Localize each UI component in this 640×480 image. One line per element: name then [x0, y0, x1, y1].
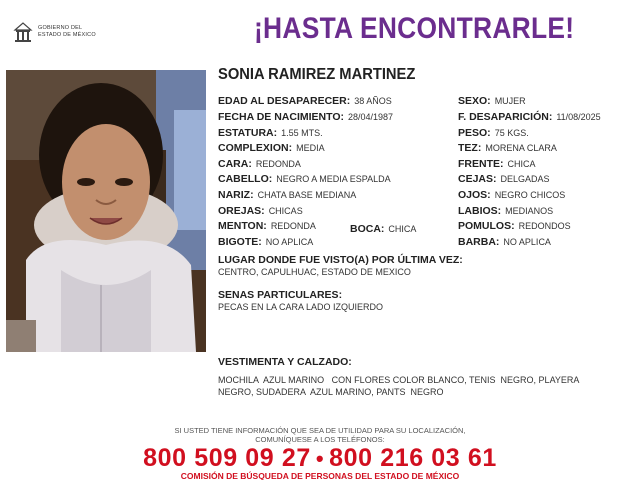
- field-label: NARIZ:: [218, 189, 254, 201]
- field-label: ESTATURA:: [218, 127, 278, 139]
- commission-name: COMISIÓN DE BÚSQUEDA DE PERSONAS DEL ESTADO DE MÉXICO: [180, 471, 460, 480]
- field-label: FRENTE:: [458, 158, 504, 170]
- field-value: 11/08/2025: [556, 112, 601, 122]
- field-build: [218, 141, 325, 154]
- field-label: MENTON:: [218, 220, 267, 232]
- field-value: MORENA CLARA: [485, 143, 557, 153]
- field-face: [218, 157, 301, 170]
- person-name: SONIA RAMIREZ MARTINEZ: [218, 66, 416, 83]
- photo-illustration: [6, 70, 206, 352]
- field-weight: [458, 126, 529, 139]
- field-age: [218, 94, 392, 107]
- marks-title: SENAS PARTICULARES:: [218, 289, 343, 301]
- last-seen-title: LUGAR DONDE FUE VISTO(A) POR ÚLTIMA VEZ:: [218, 254, 463, 266]
- field-sex: [458, 94, 526, 107]
- field-value: NEGRO CHICOS: [494, 190, 566, 200]
- clothing-title: VESTIMENTA Y CALZADO:: [218, 356, 352, 368]
- field-label: F. DESAPARICIÓN:: [458, 111, 553, 123]
- field-birthdate: [218, 110, 393, 123]
- field-mouth: [350, 222, 416, 235]
- phone-number-1[interactable]: 800 509 09 27: [143, 444, 311, 472]
- phone-separator: •: [315, 446, 325, 471]
- field-beard: [458, 235, 551, 248]
- field-value: 75 KGS.: [494, 128, 529, 138]
- field-label: BIGOTE:: [218, 236, 262, 248]
- field-disappearance-date: [458, 110, 601, 123]
- field-hair: [218, 172, 391, 185]
- field-value: CHATA BASE MEDIANA: [257, 190, 357, 200]
- phone-numbers: [0, 444, 640, 473]
- field-complexion-tone: [458, 141, 557, 154]
- field-label: CEJAS:: [458, 173, 497, 185]
- logo-line-1: GOBIERNO DEL: [38, 25, 83, 31]
- field-label: EDAD AL DESAPARECER:: [218, 95, 351, 107]
- marks-text: PECAS EN LA CARA LADO IZQUIERDO: [218, 302, 384, 312]
- field-value: NO APLICA: [265, 237, 314, 247]
- phone-number-2[interactable]: 800 216 03 61: [329, 444, 497, 472]
- field-value: MEDIA: [296, 143, 325, 153]
- field-label: OREJAS:: [218, 205, 265, 217]
- field-value: 28/04/1987: [348, 112, 394, 122]
- footer-note-line-2: COMUNÍQUESE A LOS TELÉFONOS:: [255, 435, 385, 444]
- headline: ¡HASTA ENCONTRARLE!: [254, 12, 575, 45]
- field-nose: [218, 188, 356, 201]
- state-government-logo: [12, 20, 132, 46]
- field-label: LABIOS:: [458, 205, 502, 217]
- field-label: BOCA:: [350, 223, 385, 235]
- footer-note-line-1: SI USTED TIENE INFORMACIÓN QUE SEA DE UTILIDAD PARA SU LOCALIZACIÓN,: [174, 426, 466, 435]
- field-forehead: [458, 157, 536, 170]
- field-chin: [218, 219, 316, 232]
- field-ears: [218, 204, 303, 217]
- field-label: PESO:: [458, 127, 491, 139]
- last-seen-text: CENTRO, CAPULHUAC, ESTADO DE MEXICO: [218, 267, 411, 277]
- field-value: CHICA: [388, 224, 417, 234]
- field-value: REDONDA: [270, 221, 316, 231]
- field-value: CHICAS: [268, 206, 303, 216]
- state-emblem-icon: [12, 20, 34, 44]
- logo-text: [38, 25, 96, 39]
- field-cheekbones: [458, 219, 571, 232]
- field-value: NEGRO A MEDIA ESPALDA: [276, 174, 391, 184]
- field-label: BARBA:: [458, 236, 500, 248]
- field-mustache: [218, 235, 313, 248]
- field-height: [218, 126, 323, 139]
- field-eyes: [458, 188, 565, 201]
- field-label: POMULOS:: [458, 220, 515, 232]
- field-eyebrows: [458, 172, 550, 185]
- field-value: DELGADAS: [500, 174, 550, 184]
- clothing-text-line-1: MOCHILA AZUL MARINO CON FLORES COLOR BLANCO, TENIS NEGRO, PLAYERA: [218, 375, 580, 385]
- missing-person-photo: [6, 70, 206, 352]
- field-label: FECHA DE NACIMIENTO:: [218, 111, 344, 123]
- field-value: CHICA: [507, 159, 536, 169]
- field-label: CARA:: [218, 158, 252, 170]
- field-lips: [458, 204, 553, 217]
- field-value: 38 AÑOS: [354, 96, 392, 106]
- field-value: 1.55 MTS.: [281, 128, 323, 138]
- field-value: MUJER: [494, 96, 526, 106]
- field-label: OJOS:: [458, 189, 491, 201]
- logo-line-2: ESTADO DE MÉXICO: [38, 32, 96, 38]
- field-label: CABELLO:: [218, 173, 273, 185]
- field-value: REDONDA: [255, 159, 301, 169]
- field-value: REDONDOS: [518, 221, 571, 231]
- field-label: COMPLEXION:: [218, 142, 293, 154]
- clothing-text-line-2: NEGRO, SUDADERA AZUL MARINO, PANTS NEGRO: [218, 387, 444, 397]
- field-value: MEDIANOS: [505, 206, 554, 216]
- field-label: TEZ:: [458, 142, 482, 154]
- field-value: NO APLICA: [503, 237, 551, 247]
- field-label: SEXO:: [458, 95, 491, 107]
